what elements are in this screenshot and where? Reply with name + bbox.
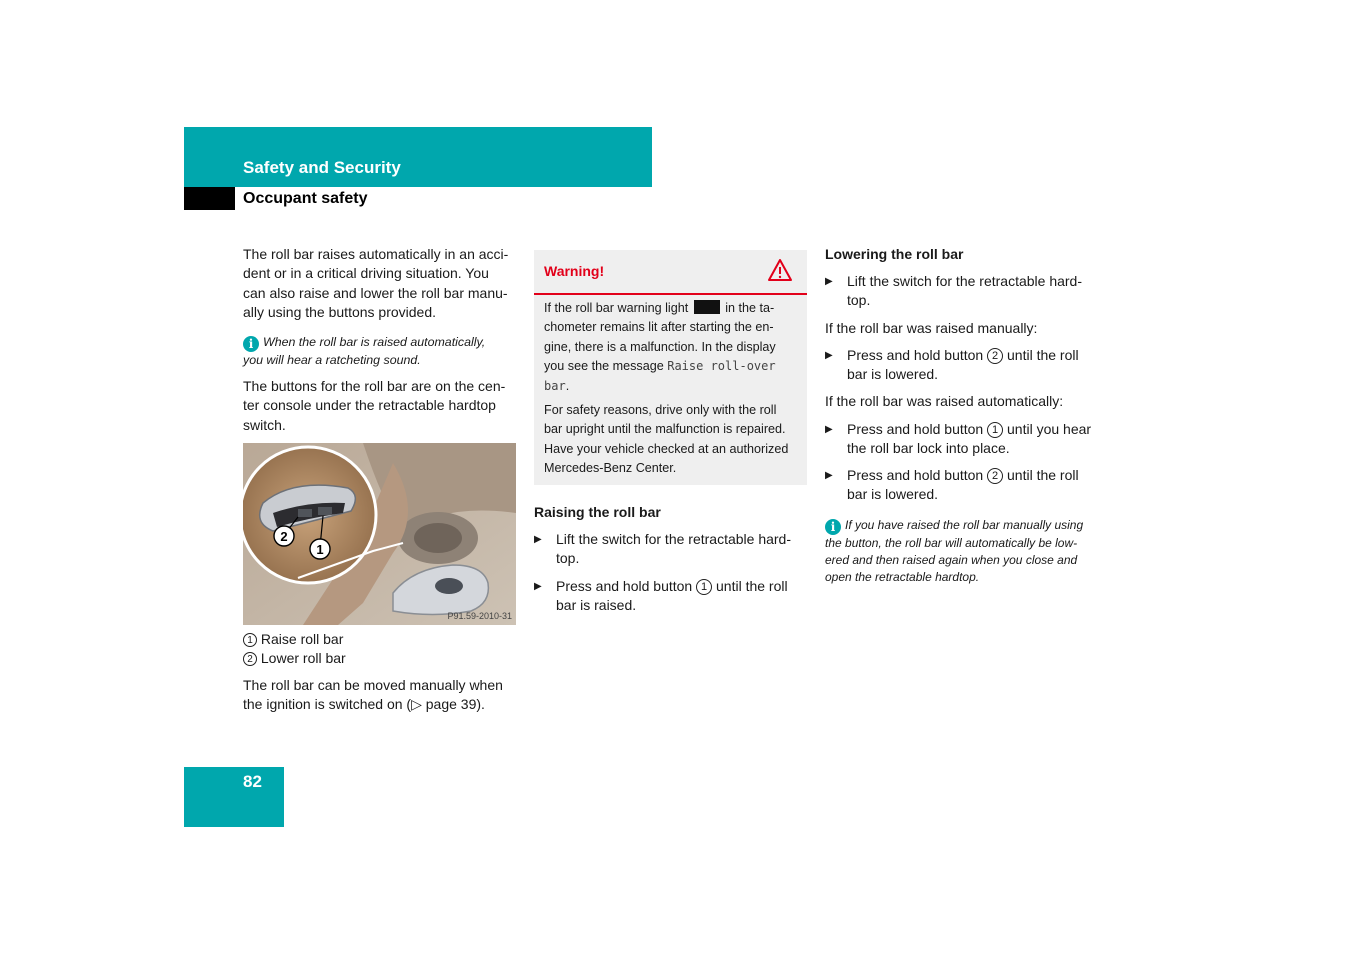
info-note-hardtop bbox=[825, 517, 1110, 585]
text-line: bar is raised. bbox=[556, 597, 637, 614]
note-text: open the retractable hardtop. bbox=[825, 569, 980, 584]
note-text: the button, the roll bar will automatically be low- bbox=[825, 536, 1078, 550]
buttons-paragraph bbox=[243, 377, 519, 435]
text-line: The buttons for the roll bar are on the cen- bbox=[243, 378, 506, 394]
manual-paragraph bbox=[243, 676, 519, 715]
text-span: you see the message bbox=[544, 359, 664, 374]
lowering-step-4 bbox=[825, 466, 1105, 506]
display-message: bar bbox=[544, 378, 566, 393]
warning-triangle-icon bbox=[767, 258, 793, 282]
text-span: until the roll bbox=[1007, 347, 1079, 363]
callout-item bbox=[243, 649, 519, 668]
text-span: Press and hold button bbox=[847, 421, 984, 437]
text-line: Lift the switch for the retractable hard- bbox=[847, 273, 1082, 289]
note-text: you will hear a ratcheting sound. bbox=[243, 353, 421, 367]
text-line: chometer remains lit after starting the en- bbox=[544, 320, 774, 335]
text-span: in the ta- bbox=[725, 301, 775, 315]
text-line: The roll bar can be moved manually when bbox=[243, 677, 503, 693]
callout-number: 2 bbox=[243, 652, 257, 666]
svg-text:1: 1 bbox=[316, 542, 324, 557]
text-span: until you hear bbox=[1007, 421, 1092, 437]
text-line: For safety reasons, drive only with the roll bbox=[544, 403, 777, 417]
section-title: Safety and Security bbox=[243, 158, 401, 177]
info-icon: i bbox=[243, 336, 259, 352]
callout-number: 1 bbox=[987, 422, 1003, 438]
lowering-step-1 bbox=[825, 272, 1105, 312]
text-line: can also raise and lower the roll bar manu- bbox=[243, 284, 508, 301]
note-text: ered and then raised again when you close and bbox=[825, 552, 1078, 567]
if-manual-text: If the roll bar was raised manually: bbox=[825, 320, 1038, 336]
page-reference[interactable]: the ignition is switched on (▷ page 39). bbox=[243, 696, 485, 713]
callout-number: 2 bbox=[987, 348, 1003, 364]
warning-header bbox=[534, 250, 807, 295]
lowering-step-2 bbox=[825, 346, 1105, 386]
text-line: Mercedes-Benz Center. bbox=[544, 461, 677, 476]
note-text: If you have raised the roll bar manually using bbox=[845, 518, 1084, 532]
text-line: The roll bar raises automatically in an acci- bbox=[243, 246, 509, 262]
roll-bar-buttons-photo bbox=[243, 443, 516, 625]
page-number-band bbox=[184, 767, 284, 827]
bullet-arrow-icon: ▶ bbox=[534, 534, 542, 545]
text-span: Press and hold button bbox=[556, 578, 693, 594]
text-span: Press and hold button bbox=[847, 347, 984, 363]
text-span: until the roll bbox=[716, 578, 788, 594]
text-line: dent or in a critical driving situation. You bbox=[243, 265, 489, 282]
page-number: 82 bbox=[243, 772, 262, 791]
lowering-heading: Lowering the roll bar bbox=[825, 246, 964, 262]
roll-bar-warning-light-icon bbox=[694, 300, 720, 314]
text-span: Press and hold button bbox=[847, 467, 984, 483]
text-line: ter console under the retractable hardtop bbox=[243, 397, 496, 414]
text-line: Lift the switch for the retractable hard- bbox=[556, 531, 791, 547]
callout-number: 1 bbox=[696, 579, 712, 595]
svg-text:2: 2 bbox=[280, 529, 288, 544]
callout-label: Lower roll bar bbox=[260, 650, 346, 667]
text-line: switch. bbox=[243, 416, 286, 433]
info-note bbox=[243, 334, 519, 369]
warning-box bbox=[534, 250, 807, 485]
callout-legend bbox=[243, 630, 519, 669]
image-code: P91.59-2010-31 bbox=[447, 611, 512, 621]
text-line: bar is lowered. bbox=[847, 366, 939, 383]
header-marker bbox=[184, 187, 235, 210]
text-line: top. bbox=[556, 550, 580, 567]
display-message: Raise roll-over bbox=[667, 359, 776, 374]
callout-number: 2 bbox=[987, 468, 1003, 484]
warning-label: Warning! bbox=[544, 263, 605, 279]
subsection-title: Occupant safety bbox=[243, 190, 368, 207]
callout-item bbox=[243, 630, 519, 649]
text-span: If the roll bar warning light bbox=[544, 301, 689, 315]
lowering-step-3 bbox=[825, 420, 1105, 460]
text-span: until the roll bbox=[1007, 467, 1079, 483]
if-auto-text: If the roll bar was raised automatically: bbox=[825, 393, 1064, 409]
info-icon: i bbox=[825, 519, 841, 535]
bullet-arrow-icon: ▶ bbox=[825, 276, 833, 287]
bullet-arrow-icon: ▶ bbox=[825, 350, 833, 361]
text-line: ally using the buttons provided. bbox=[243, 304, 437, 321]
text-line: bar is lowered. bbox=[847, 486, 939, 503]
text-line: top. bbox=[847, 292, 871, 309]
bullet-arrow-icon: ▶ bbox=[534, 581, 542, 592]
raising-step-1 bbox=[534, 530, 814, 570]
bullet-arrow-icon: ▶ bbox=[825, 424, 833, 435]
warning-paragraph-2 bbox=[544, 401, 800, 479]
callout-label: Raise roll bar bbox=[260, 631, 344, 647]
note-text: When the roll bar is raised automatically, bbox=[263, 335, 486, 349]
header-band bbox=[184, 127, 652, 187]
text-line: Have your vehicle checked at an authorized bbox=[544, 441, 789, 456]
text-line: gine, there is a malfunction. In the display bbox=[544, 339, 776, 354]
callout-number: 1 bbox=[243, 633, 257, 647]
raising-heading: Raising the roll bar bbox=[534, 504, 661, 520]
bullet-arrow-icon: ▶ bbox=[825, 470, 833, 481]
text-line: the roll bar lock into place. bbox=[847, 440, 1010, 457]
warning-paragraph-1: If the roll bar warning light in the ta- chometer remains lit after starting the en- gine, there is a malfunction. In the display you see the message Raise roll-over bar. bbox=[544, 299, 800, 396]
intro-paragraph bbox=[243, 245, 519, 323]
raising-step-2 bbox=[534, 577, 814, 617]
text-line: bar upright until the malfunction is repaired. bbox=[544, 422, 786, 437]
